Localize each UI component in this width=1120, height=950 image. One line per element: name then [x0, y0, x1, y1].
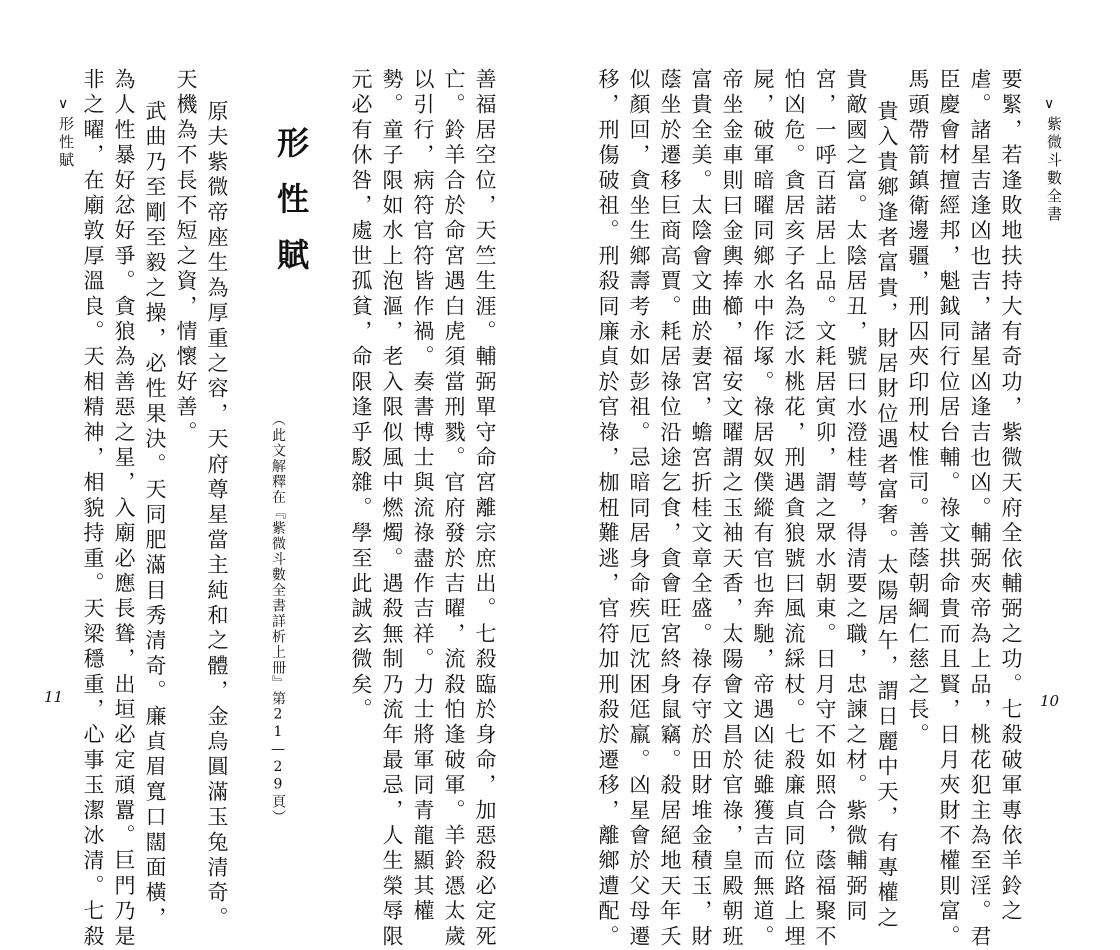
running-header-right: 紫微斗數全書 — [1045, 116, 1063, 224]
right-column-6: 貴敵國之富。太陰居丑，號曰水澄桂萼，得清要之職，忠諫之材。紫微輔弼同 — [844, 68, 868, 925]
right-column-14: 移，刑傷破祖。刑殺同廉貞於官祿，枷杻難逃，官符加刑殺於遷移，離鄉遭配。 — [596, 68, 620, 950]
right-column-1: 要緊，若逢敗地扶持大有奇功，紫微天府全依輔弼之功。七殺破軍專依羊鈴之 — [999, 68, 1023, 925]
right-column-3: 臣慶會材擅經邦，魁鉞同行位居台輔。祿文拱命貴而且賢，日月夾財不權則富。 — [937, 68, 961, 950]
right-column-7: 宮，一呼百諾居上品。文耗居寅卯，謂之眾水朝東。日月守不如照合，蔭福聚不 — [813, 68, 837, 950]
page-number-left: 11 — [44, 688, 64, 706]
source-note: （此文解釋在『紫微斗數全書詳析上冊』第21—29頁） — [270, 412, 286, 825]
right-column-5: 貴入貴鄉逢者富貴，財居財位遇者富奢。太陽居午，謂日麗中天，有專權之 — [875, 100, 899, 932]
right-column-9: 屍，破軍暗曜同鄉水中作塚。祿居奴僕縱有官也奔馳，帝遇凶徒雖獲吉而無道。 — [751, 68, 775, 950]
right-column-12: 蔭坐於遷移巨商高賈。耗居祿位沿途乞食，貪會旺宮終身鼠竊。殺居絕地天年夭 — [658, 68, 682, 950]
left-column-1: 善福居空位，天竺生涯。輔弼單守命宮離宗庶出。七殺臨於身命，加惡殺必定死 — [473, 68, 497, 950]
right-column-4: 馬頭帶箭鎮衛邊疆，刑囚夾印刑杖惟司。善蔭朝綱仁慈之長。 — [906, 68, 930, 749]
right-column-8: 怕凶危。貪居亥子名為泛水桃花，刑遇貪狼號曰風流綵杖。七殺廉貞同位路上埋 — [782, 68, 806, 950]
right-column-10: 帝坐金車則曰金輿捧櫛，福安文曜謂之玉袖天香，太陽會文昌於官祿，皇殿朝班 — [720, 68, 744, 950]
header-mark-left: ∨ — [58, 96, 69, 112]
left-column-4: 勢。童子限如水上泡漚，老入限似風中燃燭。遇殺無制乃流年最忌，人生榮辱限 — [380, 68, 404, 950]
left-column-5: 元必有休咎，處世孤貧，命限逢乎駁雜。學至此誠玄微矣。 — [349, 68, 373, 724]
section-title: 形性賦 — [272, 126, 310, 294]
left-column-9: 為人性暴好忿好爭。貪狼為善惡之星，入廟必應長聳，出垣必定頑囂。巨門乃是 — [112, 68, 136, 950]
right-column-11: 富貴全美。太陰會文曲於妻宮，蟾宮折桂文章全盛。祿存守於田財堆金積玉，財 — [689, 68, 713, 950]
left-column-2: 亡。鈴羊合於命宮遇白虎須當刑戮。官府發於吉曜，流殺怕逢破軍。羊鈴憑太歲 — [442, 68, 466, 950]
header-mark-right: ∨ — [1044, 96, 1055, 112]
running-header-left: 形性賦 — [57, 116, 75, 170]
left-column-3: 以引行，病符官符皆作禍。奏書博士與流祿盡作吉祥。力士將軍同青龍顯其權 — [411, 68, 435, 925]
page-number-right: 10 — [1040, 692, 1060, 710]
left-column-8: 武曲乃至剛至毅之操，必性果決。天同肥滿目秀清奇。廉貞眉寬口闊面橫， — [143, 100, 167, 932]
right-column-13: 似顏回，貪坐生鄉壽考永如彭祖。忌暗同居身命疾厄沈困尩羸。凶星會於父母遷 — [627, 68, 651, 950]
left-column-10: 非之曜，在廟敦厚溫良。天相精神，相貌持重。天梁穩重，心事玉潔冰清。七殺 — [81, 68, 105, 950]
right-page — [560, 0, 1120, 950]
left-column-7: 天機為不長不短之資，情懷好善。 — [174, 68, 198, 446]
right-column-2: 虐。諸星吉逢凶也吉，諸星凶逢吉也凶。輔弼夾帝為上品，桃花犯主為至淫。君 — [968, 68, 992, 950]
left-column-6: 原夫紫微帝座生為厚重之容，天府尊星當主純和之體，金烏圓滿玉兔清奇。 — [205, 100, 229, 932]
